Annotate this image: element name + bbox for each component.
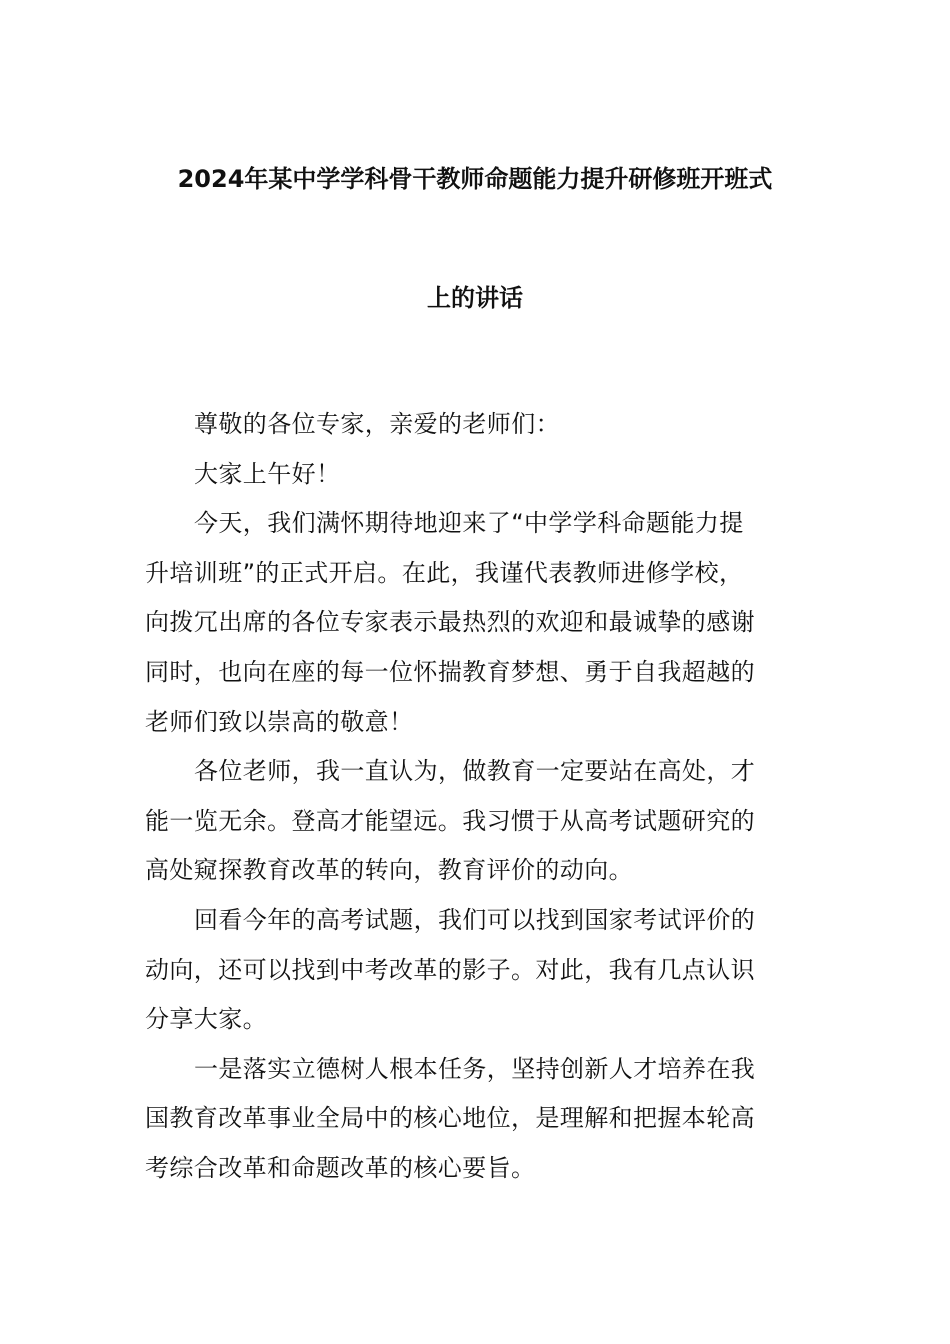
body-paragraph	[145, 1045, 807, 1194]
body-paragraph	[145, 747, 807, 896]
document-title-line-1: 2024年某中学学科骨干教师命题能力提升研修班开班式	[177, 165, 773, 193]
text-line: 能一览无余。登高才能望远。我习惯于从高考试题研究的	[145, 806, 755, 835]
body-paragraph	[145, 499, 807, 747]
text-line: 考综合改革和命题改革的核心要旨。	[145, 1153, 536, 1182]
text-line: 分享大家。	[145, 1005, 267, 1034]
text-line: 升培训班”的正式开启。在此，我谨代表教师进修学校，	[145, 558, 744, 587]
text-line: 回看今年的高考试题，我们可以找到国家考试评价的	[194, 905, 756, 934]
text-line: 大家上午好！	[194, 459, 341, 488]
text-line: 尊敬的各位专家，亲爱的老师们：	[194, 410, 560, 438]
text-line: 今天，我们满怀期待地迎来了“中学学科命题能力提	[194, 509, 744, 538]
body-paragraph	[145, 896, 807, 1045]
greeting-paragraph	[145, 450, 807, 500]
text-line: 高处窥探教育改革的转向，教育评价的动向。	[145, 856, 633, 885]
text-line: 向拨冗出席的各位专家表示最热烈的欢迎和最诚挚的感谢	[145, 608, 755, 637]
text-line: 国教育改革事业全局中的核心地位，是理解和把握本轮高	[145, 1104, 755, 1133]
speech-body	[145, 400, 807, 1194]
text-line: 各位老师，我一直认为，做教育一定要站在高处，才	[194, 757, 756, 786]
text-line: 同时，也向在座的每一位怀揣教育梦想、勇于自我超越的	[145, 657, 755, 686]
text-line: 动向，还可以找到中考改革的影子。对此，我有几点认识	[145, 955, 755, 984]
salutation-paragraph	[145, 400, 807, 450]
document-title-line-2: 上的讲话	[427, 284, 523, 312]
text-line: 老师们致以崇高的敬意！	[145, 707, 414, 736]
text-line: 一是落实立德树人根本任务，坚持创新人才培养在我	[194, 1054, 756, 1083]
